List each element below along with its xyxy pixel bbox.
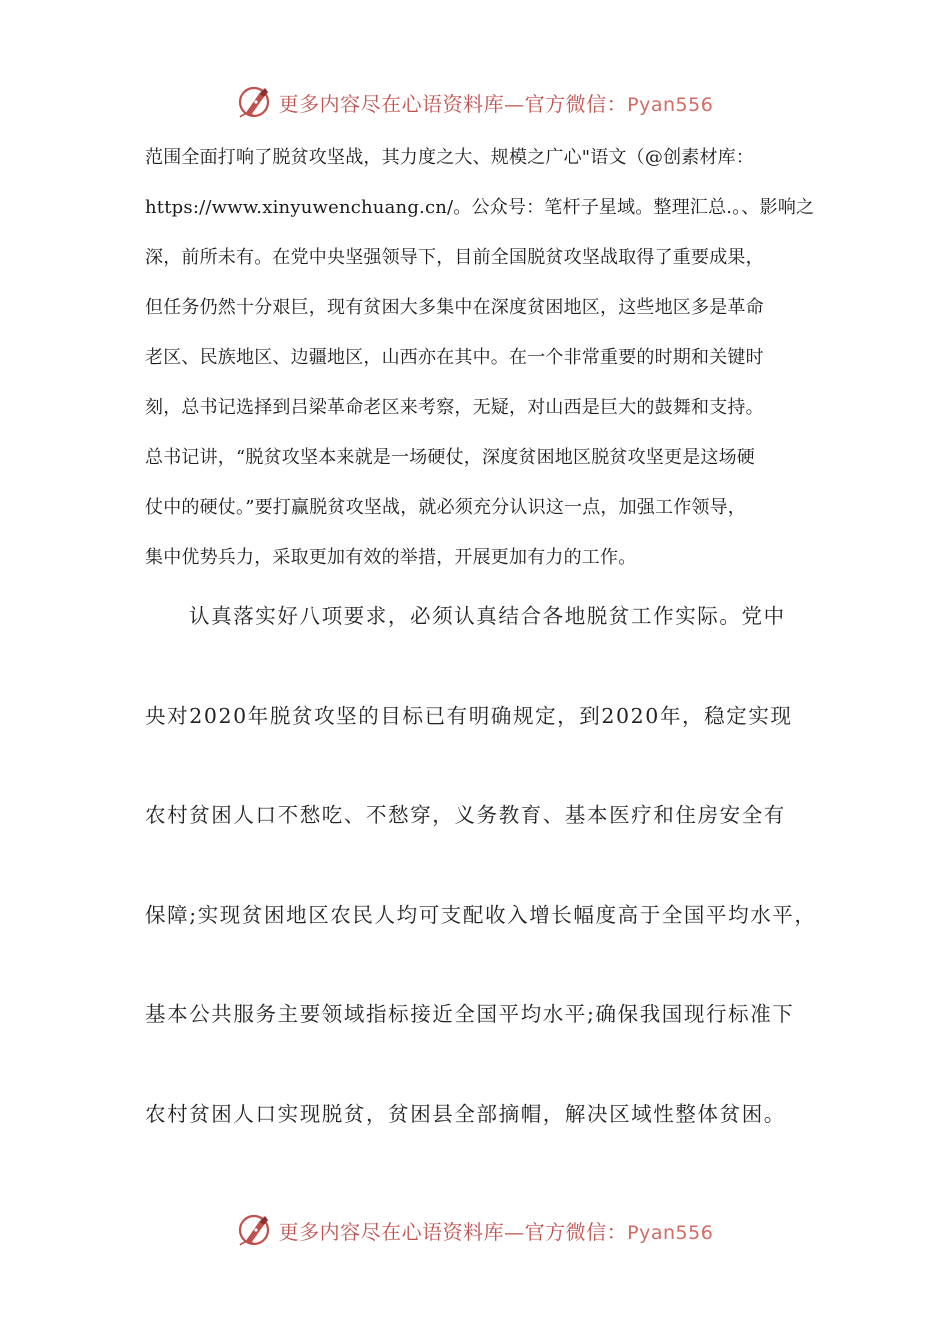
footer-banner-text: [279, 1216, 714, 1245]
paragraph-1-line: https://www.xinyuwenchuang.cn/。公众号：笔杆子星域。整理汇总.。、影响之: [145, 197, 815, 218]
paragraph-1-line: 但任务仍然十分艰巨，现有贫困大多集中在深度贫困地区，这些地区多是革命: [145, 297, 764, 318]
paragraph-2-line: 农村贫困人口不愁吃、不愁穿，义务教育、基本医疗和住房安全有: [145, 803, 786, 827]
paragraph-1-line: 刻，总书记选择到吕梁革命老区来考察，无疑，对山西是巨大的鼓舞和支持。: [145, 397, 764, 418]
footer-banner-main: 更多内容尽在心语资料库—官方微信：: [278, 1219, 628, 1244]
pen-nib-logo-icon: [237, 84, 273, 120]
paragraph-1-line: 范围全面打响了脱贫攻坚战，其力度之大、规模之广心"语文（@创素材库：: [145, 147, 755, 168]
header-banner: [0, 80, 950, 124]
paragraph-1: [145, 140, 815, 590]
paragraph-2: [145, 596, 825, 1193]
header-banner-main: 更多内容尽在心语资料库—官方微信：: [278, 91, 628, 116]
paragraph-2-line: 保障;实现贫困地区农民人均可支配收入增长幅度高于全国平均水平，: [145, 902, 817, 927]
footer-wechat-id: Pyan556: [627, 1221, 714, 1244]
header-banner-text: [279, 88, 714, 117]
paragraph-1-line: 深，前所未有。在党中央坚强领导下，目前全国脱贫攻坚战取得了重要成果，: [145, 247, 764, 268]
paragraph-2-line: 基本公共服务主要领域指标接近全国平均水平;确保我国现行标准下: [145, 1002, 795, 1026]
pen-nib-logo-icon: [237, 1212, 273, 1248]
paragraph-1-line: 老区、民族地区、边疆地区，山西亦在其中。在一个非常重要的时期和关键时: [145, 347, 764, 368]
footer-banner: [0, 1208, 950, 1252]
header-wechat-id: Pyan556: [627, 93, 714, 116]
paragraph-1-line: 总书记讲，“脱贫攻坚本来就是一场硬仗，深度贫困地区脱贫攻坚更是这场硬: [145, 447, 755, 468]
paragraph-1-line: 仗中的硬仗。”要打赢脱贫攻坚战，就必须充分认识这一点，加强工作领导，: [145, 497, 746, 518]
paragraph-1-line: 集中优势兵力，采取更加有效的举措，开展更加有力的工作。: [145, 547, 637, 568]
paragraph-2-line: 央对2020年脱贫攻坚的目标已有明确规定，到2020年，稳定实现: [145, 703, 793, 728]
paragraph-2-line: 认真落实好八项要求，必须认真结合各地脱贫工作实际。党中: [189, 604, 786, 628]
paragraph-2-line: 农村贫困人口实现脱贫，贫困县全部摘帽，解决区域性整体贫困。: [145, 1101, 786, 1126]
